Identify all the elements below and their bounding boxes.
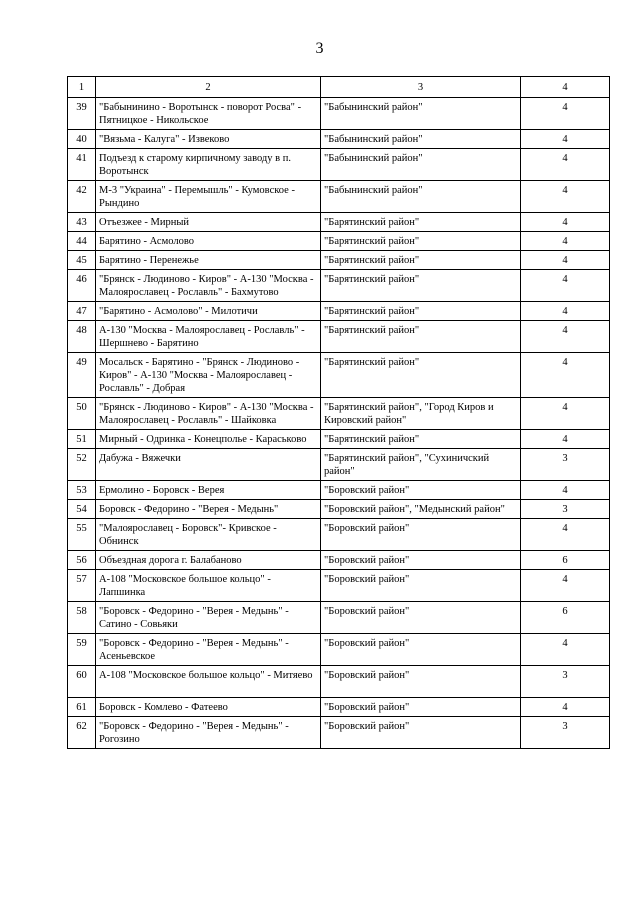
road-name: "Вязьма - Калуга" - Извеково bbox=[96, 130, 321, 149]
table-row bbox=[68, 149, 610, 181]
road-category: 4 bbox=[521, 232, 610, 251]
road-category: 4 bbox=[521, 519, 610, 551]
road-category: 4 bbox=[521, 353, 610, 398]
road-name: "Боровск - Федорино - "Верея - Медынь" - Сатино - Совьяки bbox=[96, 602, 321, 634]
roads-table bbox=[67, 76, 610, 749]
table-row bbox=[68, 398, 610, 430]
row-number: 47 bbox=[68, 302, 96, 321]
row-number: 54 bbox=[68, 500, 96, 519]
road-name: А-108 "Московское большое кольцо" - Лапшинка bbox=[96, 570, 321, 602]
district-name: "Боровский район" bbox=[321, 481, 521, 500]
road-name: "Боровск - Федорино - "Верея - Медынь" - Асеньевское bbox=[96, 634, 321, 666]
row-number: 57 bbox=[68, 570, 96, 602]
row-number: 52 bbox=[68, 449, 96, 481]
district-name: "Боровский район" bbox=[321, 634, 521, 666]
table-row bbox=[68, 519, 610, 551]
table-row bbox=[68, 717, 610, 749]
table-row bbox=[68, 130, 610, 149]
table-row bbox=[68, 666, 610, 698]
row-number: 59 bbox=[68, 634, 96, 666]
district-name: "Барятинский район", "Город Киров и Кировский район" bbox=[321, 398, 521, 430]
table-row bbox=[68, 181, 610, 213]
road-name: "Боровск - Федорино - "Верея - Медынь" - Рогозино bbox=[96, 717, 321, 749]
road-name: "Бабынинино - Воротынск - поворот Росва" - Пятницкое - Никольское bbox=[96, 98, 321, 130]
table-row bbox=[68, 551, 610, 570]
road-category: 4 bbox=[521, 698, 610, 717]
road-name: А-130 "Москва - Малоярославец - Рославль" - Шершнево - Барятино bbox=[96, 321, 321, 353]
header-cell: 3 bbox=[321, 77, 521, 98]
road-name: "Брянск - Людиново - Киров" - А-130 "Москва - Малоярославец - Рославль" - Шайковка bbox=[96, 398, 321, 430]
road-category: 4 bbox=[521, 270, 610, 302]
road-category: 4 bbox=[521, 481, 610, 500]
district-name: "Боровский район", "Медынский район" bbox=[321, 500, 521, 519]
road-name: Мосальск - Барятино - "Брянск - Людиново - Киров" - А-130 "Москва - Малоярославец - Рославль" - Добрая bbox=[96, 353, 321, 398]
row-number: 55 bbox=[68, 519, 96, 551]
road-name: А-108 "Московское большое кольцо" - Митяево bbox=[96, 666, 321, 698]
table-row bbox=[68, 430, 610, 449]
row-number: 51 bbox=[68, 430, 96, 449]
road-category: 4 bbox=[521, 149, 610, 181]
header-cell: 4 bbox=[521, 77, 610, 98]
row-number: 39 bbox=[68, 98, 96, 130]
table-row bbox=[68, 98, 610, 130]
district-name: "Барятинский район" bbox=[321, 232, 521, 251]
row-number: 58 bbox=[68, 602, 96, 634]
road-category: 4 bbox=[521, 213, 610, 232]
road-category: 4 bbox=[521, 321, 610, 353]
row-number: 43 bbox=[68, 213, 96, 232]
district-name: "Боровский район" bbox=[321, 666, 521, 698]
district-name: "Барятинский район" bbox=[321, 251, 521, 270]
district-name: "Боровский район" bbox=[321, 717, 521, 749]
table-row bbox=[68, 570, 610, 602]
row-number: 50 bbox=[68, 398, 96, 430]
table-row bbox=[68, 232, 610, 251]
header-cell: 1 bbox=[68, 77, 96, 98]
road-category: 4 bbox=[521, 398, 610, 430]
row-number: 49 bbox=[68, 353, 96, 398]
road-name: Барятино - Перенежье bbox=[96, 251, 321, 270]
district-name: "Барятинский район" bbox=[321, 270, 521, 302]
road-category: 4 bbox=[521, 430, 610, 449]
table-row bbox=[68, 449, 610, 481]
row-number: 56 bbox=[68, 551, 96, 570]
row-number: 61 bbox=[68, 698, 96, 717]
district-name: "Бабынинский район" bbox=[321, 181, 521, 213]
road-category: 4 bbox=[521, 130, 610, 149]
district-name: "Боровский район" bbox=[321, 698, 521, 717]
row-number: 46 bbox=[68, 270, 96, 302]
road-category: 4 bbox=[521, 302, 610, 321]
road-category: 4 bbox=[521, 251, 610, 270]
road-category: 3 bbox=[521, 449, 610, 481]
table-row bbox=[68, 500, 610, 519]
header-cell: 2 bbox=[96, 77, 321, 98]
district-name: "Бабынинский район" bbox=[321, 98, 521, 130]
road-category: 3 bbox=[521, 500, 610, 519]
district-name: "Барятинский район" bbox=[321, 430, 521, 449]
district-name: "Барятинский район", "Сухиничский район" bbox=[321, 449, 521, 481]
road-name: Боровск - Комлево - Фатеево bbox=[96, 698, 321, 717]
road-name: "Барятино - Асмолово" - Милотичи bbox=[96, 302, 321, 321]
table-header-row bbox=[68, 77, 610, 98]
district-name: "Барятинский район" bbox=[321, 213, 521, 232]
road-category: 4 bbox=[521, 570, 610, 602]
row-number: 45 bbox=[68, 251, 96, 270]
road-category: 4 bbox=[521, 634, 610, 666]
row-number: 41 bbox=[68, 149, 96, 181]
road-name: Дабужа - Вяжечки bbox=[96, 449, 321, 481]
table-row bbox=[68, 321, 610, 353]
road-category: 4 bbox=[521, 181, 610, 213]
road-name: Барятино - Асмолово bbox=[96, 232, 321, 251]
row-number: 62 bbox=[68, 717, 96, 749]
row-number: 44 bbox=[68, 232, 96, 251]
road-name: Отъезжее - Мирный bbox=[96, 213, 321, 232]
table-row bbox=[68, 698, 610, 717]
row-number: 40 bbox=[68, 130, 96, 149]
district-name: "Барятинский район" bbox=[321, 321, 521, 353]
district-name: "Боровский район" bbox=[321, 551, 521, 570]
page-number: 3 bbox=[315, 40, 324, 57]
road-category: 6 bbox=[521, 551, 610, 570]
table-row bbox=[68, 634, 610, 666]
row-number: 53 bbox=[68, 481, 96, 500]
district-name: "Бабынинский район" bbox=[321, 130, 521, 149]
table-row bbox=[68, 270, 610, 302]
road-name: "Малоярославец - Боровск"- Кривское - Обнинск bbox=[96, 519, 321, 551]
road-category: 4 bbox=[521, 98, 610, 130]
table-row bbox=[68, 302, 610, 321]
road-name: "Брянск - Людиново - Киров" - А-130 "Москва - Малоярославец - Рославль" - Бахмутово bbox=[96, 270, 321, 302]
row-number: 42 bbox=[68, 181, 96, 213]
table-row bbox=[68, 213, 610, 232]
road-name: Мирный - Одринка - Конецполье - Караськово bbox=[96, 430, 321, 449]
table-row bbox=[68, 481, 610, 500]
district-name: "Боровский район" bbox=[321, 519, 521, 551]
row-number: 60 bbox=[68, 666, 96, 698]
road-name: Ермолино - Боровск - Верея bbox=[96, 481, 321, 500]
road-category: 6 bbox=[521, 602, 610, 634]
district-name: "Бабынинский район" bbox=[321, 149, 521, 181]
road-name: Боровск - Федорино - "Верея - Медынь" bbox=[96, 500, 321, 519]
road-category: 3 bbox=[521, 717, 610, 749]
table-row bbox=[68, 353, 610, 398]
district-name: "Боровский район" bbox=[321, 570, 521, 602]
row-number: 48 bbox=[68, 321, 96, 353]
road-name: Подъезд к старому кирпичному заводу в п. Воротынск bbox=[96, 149, 321, 181]
district-name: "Барятинский район" bbox=[321, 302, 521, 321]
road-name: М-3 "Украина" - Перемышль" - Кумовское - Рындино bbox=[96, 181, 321, 213]
district-name: "Барятинский район" bbox=[321, 353, 521, 398]
table-row bbox=[68, 251, 610, 270]
road-name: Объездная дорога г. Балабаново bbox=[96, 551, 321, 570]
road-category: 3 bbox=[521, 666, 610, 698]
table-row bbox=[68, 602, 610, 634]
district-name: "Боровский район" bbox=[321, 602, 521, 634]
